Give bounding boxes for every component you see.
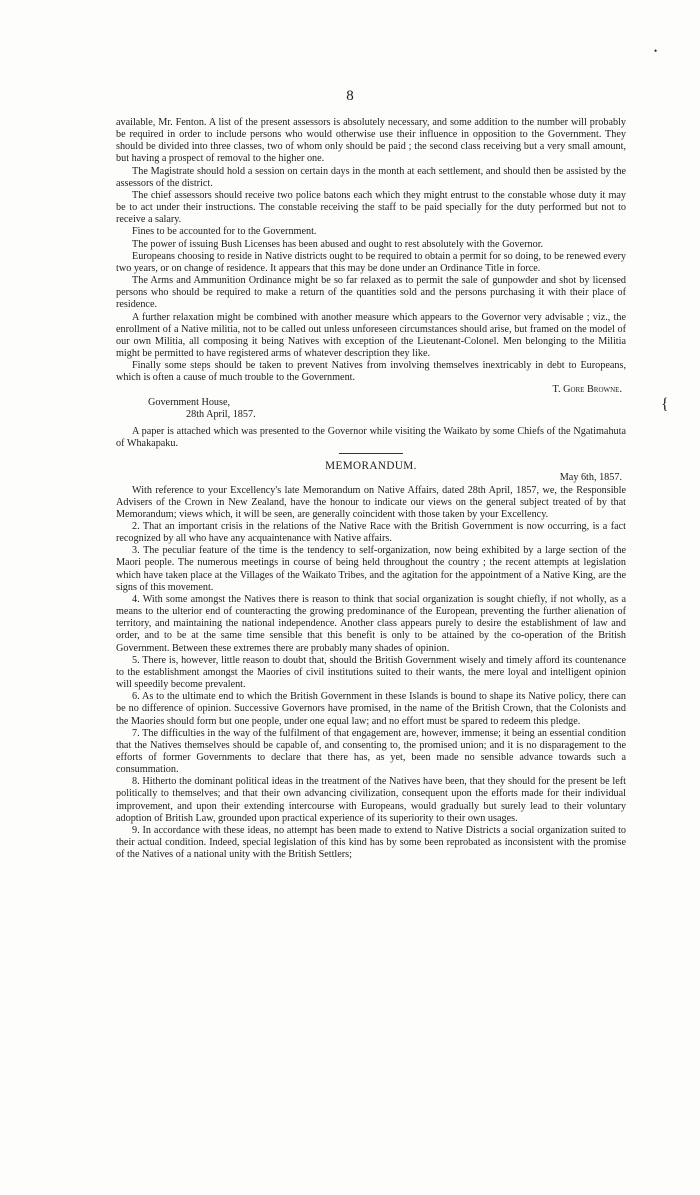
memo-paragraph: 9. In accordance with these ideas, no attempt has been made to extend to Native Districts a social organization suited to their actual condition. Indeed, special legislation of this kind has by some been reprobated as inconsistent with the promise of the Natives of a national unity with the British Settlers; <box>116 824 626 861</box>
page-number: 8 <box>346 88 354 104</box>
memo-paragraph: 4. With some amongst the Natives there is reason to think that social organization is sought chiefly, if not wholly, as a means to the ulterior end of counteracting the growing predominance of the European, preventing the further alienation of territory, and maintaining the national independence. Another class appears purely to desire the establishment of law and order, and to be at the same time sensible that this benefit is only to be attained by the co-operation of the British Government. Between these extremes there are probably many shades of opinion. <box>116 593 626 654</box>
paragraph: available, Mr. Fenton. A list of the present assessors is absolutely necessary, and some addition to the number will probably be required in order to include persons who would otherwise use their influence in opposition to the Government. They should be divided into three classes, two of whom only should be paid ; the second class receiving but a very small amount, but having a prospect of removal to the higher one. <box>116 117 626 165</box>
address-line: Government House, <box>148 396 231 408</box>
memo-paragraph: 7. The difficulties in the way of the fulfilment of that engagement are, however, immense; it being an essential condition that the Natives themselves should be capable of, and consenting to, the promised union; and it is no disparagement to the efforts of former Governments to declare that there has, as yet, been made no sensible advance towards such a consummation. <box>116 727 626 776</box>
paragraph: The power of issuing Bush Licenses has been abused and ought to rest absolutely with the Governor. <box>132 238 544 250</box>
paragraph: Europeans choosing to reside in Native districts ought to be required to obtain a permit for so doing, to be renewed every two years, or on change of residence. It appears that this may be done under an Ordinance Title in force. <box>116 250 626 274</box>
memo-paragraph: 2. That an important crisis in the relations of the Native Race with the British Government is now occurring, is a fact recognized by all who have any acquaintenance with Native affairs. <box>116 521 626 545</box>
memo-paragraph: 8. Hitherto the dominant political ideas in the treatment of the Natives have been, that they should for the present be left politically to themselves; and that their own advancing civilization, consequent upon the efforts made for their individual improvement, and upon their extending intercourse with Europeans, would gradually but surely lead to their voluntary adoption of British Law, grounded upon practical experience of its superiority to their own usages. <box>116 776 626 824</box>
address-date: 28th April, 1857. <box>186 408 256 420</box>
memo-paragraph: 3. The peculiar feature of the time is the tendency to self-organization, now being exhibited by a large section of the Maori people. The numerous meetings in course of being held throughout the country ; the recent attempts at legislation which have taken place at the Villages of the Waikato Tribes, and the agitation for the appointment of a Native King, are the signs of this movement. <box>116 545 626 593</box>
paragraph: The Magistrate should hold a session on certain days in the month at each settlement, and should then be assisted by the assessors of the district. <box>116 165 626 189</box>
memo-paragraph: 5. There is, however, little reason to doubt that, should the British Government wisely and timely afford its countenance to the establishment amongst the Maories of civil institutions suited to their wants, the mere loyal and intelligent opinion will speedily become prevalent. <box>116 654 626 691</box>
document-body <box>116 117 626 861</box>
memo-heading: MEMORANDUM. <box>325 460 417 473</box>
memo-paragraph: 6. As to the ultimate end to which the British Government in these Islands is bound to shape its Native policy, there can be no difference of opinion. Successive Governors have promised, in the name of the British Crown, that the Colonists and the Maories should form but one people, under one equal law; and no effort must be spared to redeem this pledge. <box>116 691 626 727</box>
paragraph: Fines to be accounted for to the Government. <box>132 226 317 238</box>
paper-note: A paper is attached which was presented to the Governor while visiting the Waikato by some Chiefs of the Ngatimahuta of Whakapaku. <box>116 425 626 450</box>
signature: T. Gore Browne. <box>552 384 622 396</box>
paragraph: Finally some steps should be taken to prevent Natives from involving themselves inextricably in debt to Europeans, which is often a cause of much trouble to the Government. <box>116 360 626 384</box>
memo-paragraph: With reference to your Excellency's late Memorandum on Native Affairs, dated 28th April, 1857, we, the Responsible Advisers of the Crown in New Zealand, have the honour to indicate our views on the general subject treated of by that Memorandum; views which, it will be seen, are generally coincident with those taken by your Excellency. <box>116 484 626 520</box>
memo-date: May 6th, 1857. <box>559 472 622 484</box>
section-divider <box>339 453 403 454</box>
paragraph: The Arms and Ammunition Ordinance might be so far relaxed as to permit the sale of gunpowder and shot by licensed persons who should be required to make a return of the quantities sold and the persons purchasing it with their place of residence. <box>116 275 626 311</box>
paragraph: A further relaxation might be combined with another measure which appears to the Governor very advisable ; viz., the enrollment of a Native militia, not to be called out unless unforeseen circumstances should arise, but framed on the model of our own Militia, all composing it being Natives with exception of the Lieutenant-Colonel. Men belonging to the Militia might be permitted to have registered arms of whatever description they like. <box>116 311 626 359</box>
margin-dot: • <box>654 46 658 56</box>
paragraph: The chief assessors should receive two police batons each which they might entrust to the constable whose duty it may be to act under their instructions. The constable receiving the staff to be paid specially for the duty performed but not to receive a salary. <box>116 189 626 226</box>
margin-bracket-mark: { <box>661 396 669 413</box>
